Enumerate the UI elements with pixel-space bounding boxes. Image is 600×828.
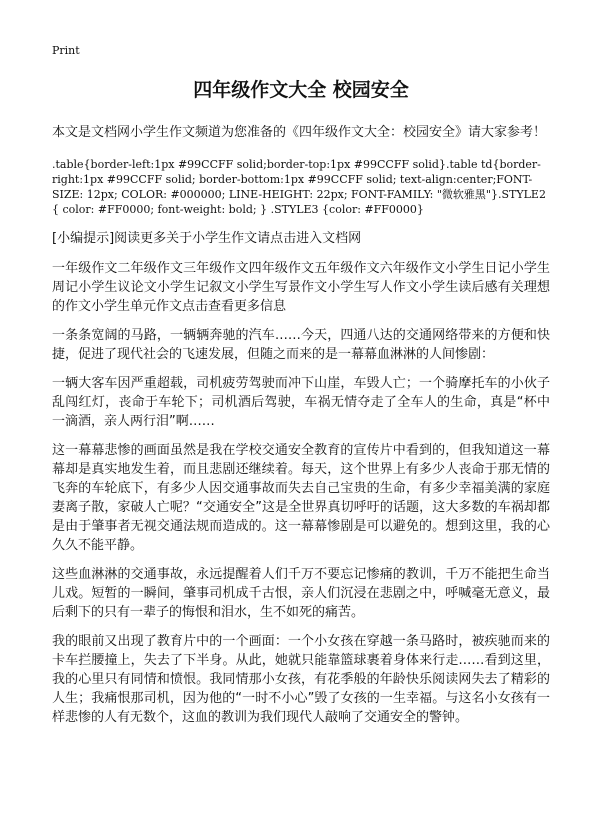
article-intro: 本文是文档网小学生作文频道为您准备的《四年级作文大全：校园安全》请大家参考！ xyxy=(52,125,547,140)
article-paragraph-5: 这些血淋淋的交通事故，永远提醒着人们千万不要忘记惨痛的教训，千万不能把生命当儿戏。短暂的一瞬间，肇事司机成千古恨，亲人们沉浸在悲剧之中，呼喊毫无意义，最后剩下的只有一辈子的悔恨和泪水，生不如死的痛苦。 xyxy=(52,567,550,620)
article-paragraph-4: 这一幕幕悲惨的画面虽然是我在学校交通安全教育的宣传片中看到的，但我知道这一幕幕却是真实地发生着，而且悲剧还继续着。每天，这个世界上有多少人丧命于那无情的飞奔的车轮底下，有多少人因交通事故而失去自己宝贵的生命，有多少幸福美满的家庭妻离子散，家破人亡呢？“交通安全”这是全世界真切呼吁的话题，这大多数的车祸却都是由于肇事者无视交通法规而造成的。这一幕幕惨剧是可以避免的。想到这里，我的心久久不能平静。 xyxy=(52,443,550,553)
article-paragraph-3: 一辆大客车因严重超载，司机疲劳驾驶而冲下山崖，车毁人亡；一个骑摩托车的小伙子乱闯红灯，丧命于车轮下；司机酒后驾驶，车祸无情夺走了全车人的生命，真是“杯中一滴酒，亲人两行泪”啊…… xyxy=(52,376,550,429)
print-label[interactable]: Print xyxy=(52,44,80,57)
editor-tip-link[interactable]: [小编提示]阅读更多关于小学生作文请点击进入文档网 xyxy=(52,231,362,246)
article-paragraph-2: 一条条宽阔的马路，一辆辆奔驰的汽车……今天，四通八达的交通网络带来的方便和快捷，促进了现代社会的飞速发展，但随之而来的是一幕幕血淋淋的人间惨剧： xyxy=(52,328,550,362)
article-paragraph-6: 我的眼前又出现了教育片中的一个画面：一个小女孩在穿越一条马路时，被疾驰而来的卡车拦腰撞上，失去了下半身。从此，她就只能靠篮球裹着身体来行走……看到这里，我的心里只有同情和愤恨。我同情那小女孩，有花季般的年龄快乐阅读网失去了精彩的人生；我痛恨那司机，因为他的“一时不小心”毁了女孩的一生幸福。与这名小女孩有一样悲惨的人有无数个，这血的教训为我们现代人敲响了交通安全的警钟。 xyxy=(52,634,550,725)
embedded-css-text: .table{border-left:1px #99CCFF solid;border-top:1px #99CCFF solid}.table td{border-right:1px #99CCFF solid; border-bottom:1px #99CCFF solid; text-align:center;FONT-SIZE: 12px; COLOR: #000000; LINE-HEIGHT: 22px; FONT-FAMILY: "微软雅黑"}.STYLE2 { color: #FF0000; font-weight: bold; } .STYLE3 {color: #FF0000} xyxy=(52,158,546,216)
article-paragraph-1: 一年级作文二年级作文三年级作文四年级作文五年级作文六年级作文小学生日记小学生周记小学生议论文小学生记叙文小学生写景作文小学生写人作文小学生读后感有关理想的作文小学生单元作文点击查看更多信息 xyxy=(52,261,550,314)
article-title: 四年级作文大全 校园安全 xyxy=(193,79,409,101)
